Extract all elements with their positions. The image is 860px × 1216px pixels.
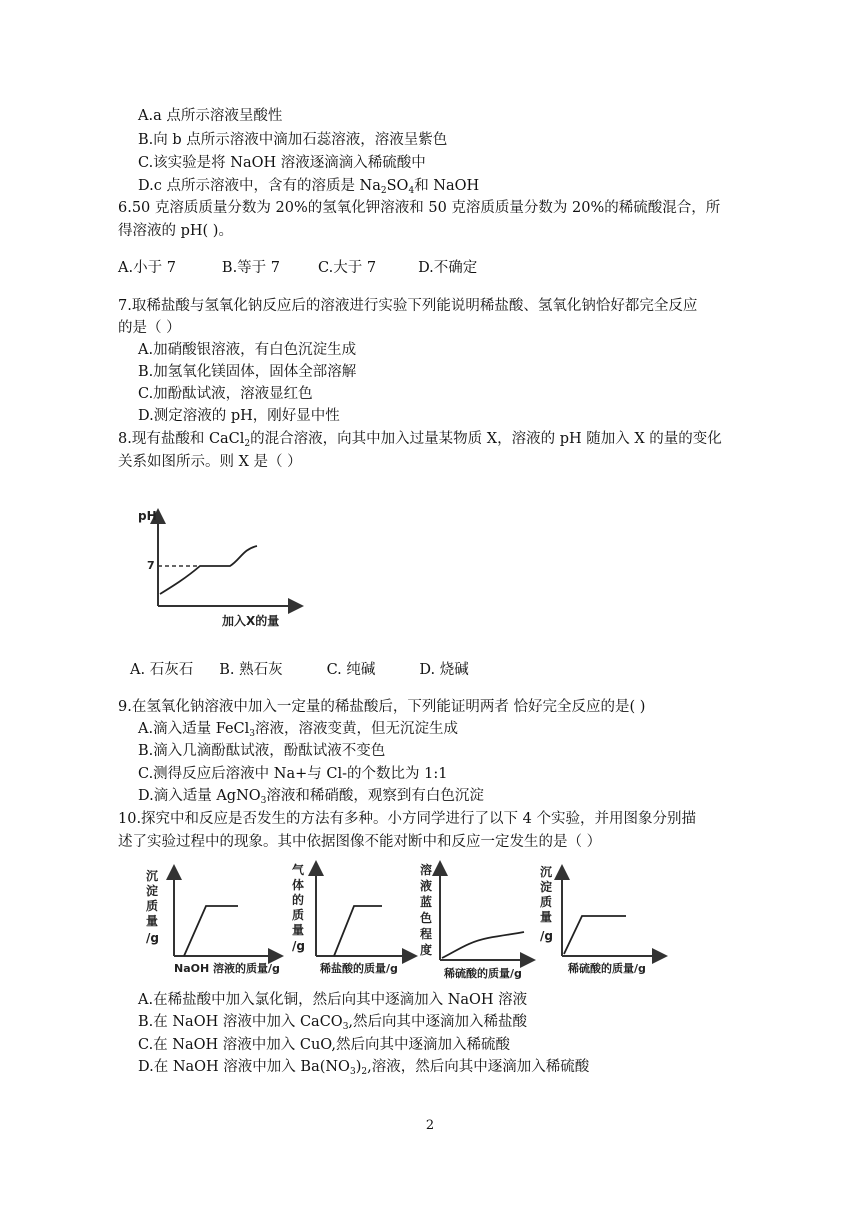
q10-option-a: A.在稀盐酸中加入氯化铜，然后向其中逐滴加入 NaOH 溶液 <box>138 992 528 1008</box>
q10-graph-2-ylabel <box>292 862 305 953</box>
q8-options <box>130 660 469 680</box>
q9-option-b: B.滴入几滴酚酞试液，酚酞试液不变色 <box>138 743 386 759</box>
q10-graph-1-xlabel: NaOH 溶液的质量/g <box>174 962 280 975</box>
q10-graph-2-xlabel: 稀盐酸的质量/g <box>320 962 398 975</box>
q10-graph-3 <box>418 856 536 984</box>
svg-text:/g: /g <box>292 939 305 953</box>
q10-option-d: D.在 NaOH 溶液中加入 $Ba(NO_3)_2$,溶液，然后向其中逐滴加入稀硫酸 <box>138 1059 590 1077</box>
svg-text:沉: 沉 <box>540 865 553 879</box>
q6-stem-line2: 得溶液的 pH( )。 <box>118 223 233 239</box>
q5-option-b: B.向 b 点所示溶液中滴加石蕊溶液，溶液呈紫色 <box>138 132 448 148</box>
q10-graph-3-ylabel <box>419 862 432 957</box>
q7-option-d: D.测定溶液的 pH，刚好显中性 <box>138 408 340 424</box>
q10-graph-2-curve <box>334 906 382 956</box>
q7-option-a: A.加硝酸银溶液，有白色沉淀生成 <box>138 342 357 358</box>
q10-graph-4-xlabel: 稀硫酸的质量/g <box>568 962 646 975</box>
q8-option-c: C. 纯碱 <box>326 662 376 678</box>
q5-option-d: D.c 点所示溶液中，含有的溶质是 $Na_2SO_4$和 NaOH <box>138 178 480 196</box>
svg-text:量: 量 <box>146 914 159 928</box>
q10-graph-1-curve <box>184 906 238 956</box>
q5-option-c: C.该实验是将 NaOH 溶液逐滴滴入稀硫酸中 <box>138 155 426 171</box>
q9-option-c: C.测得反应后溶液中 Na+与 Cl-的个数比为 1:1 <box>138 766 448 782</box>
svg-text:质: 质 <box>146 899 159 913</box>
q8-y-label: pH <box>138 509 157 523</box>
svg-text:/g: /g <box>146 931 159 945</box>
q6-option-a: A.小于 7 <box>118 260 176 276</box>
q10-graph-4-curve <box>564 916 626 954</box>
q8-ph-curve <box>160 546 257 594</box>
q9-stem: 9.在氢氧化钠溶液中加入一定量的稀盐酸后，下列能证明两者 恰好完全反应的是( ) <box>118 699 646 715</box>
q10-graph-1 <box>140 860 285 980</box>
q10-graph-4-ylabel <box>540 864 553 943</box>
q7-stem-line2: 的是（ ） <box>118 320 181 336</box>
q8-stem-line2: 关系如图所示。则 X 是（ ） <box>118 454 302 470</box>
q10-graph-3-curve <box>442 932 524 958</box>
svg-text:的: 的 <box>292 893 305 907</box>
svg-text:量: 量 <box>540 910 553 924</box>
q10-graph-1-ylabel <box>146 868 159 945</box>
svg-text:/g: /g <box>540 929 553 943</box>
svg-text:量: 量 <box>292 923 305 937</box>
svg-text:气: 气 <box>292 863 305 877</box>
q7-option-c: C.加酚酞试液，溶液显红色 <box>138 386 313 402</box>
svg-text:体: 体 <box>292 878 305 892</box>
svg-text:度: 度 <box>420 943 433 957</box>
svg-text:淀: 淀 <box>540 880 553 894</box>
svg-text:液: 液 <box>420 879 433 893</box>
q9-option-a: A.滴入适量 FeCl$_3$溶液，溶液变黄，但无沉淀生成 <box>138 721 459 739</box>
q6-stem-line1: 6.50 克溶质质量分数为 20%的氢氧化钾溶液和 50 克溶质质量分数为 20%的稀硫酸混合，所 <box>118 200 721 216</box>
page-number: 2 <box>425 1118 435 1133</box>
q10-graph-2 <box>288 856 418 980</box>
q10-stem-line2: 述了实验过程中的现象。其中依据图像不能对断中和反应一定发生的是（ ） <box>118 834 602 850</box>
q5-option-a: A.a 点所示溶液呈酸性 <box>138 108 283 124</box>
svg-text:淀: 淀 <box>146 884 159 898</box>
q8-x-label: 加入X的量 <box>222 614 280 628</box>
q8-tick-7: 7 <box>147 559 155 572</box>
q8-stem-line1: 8.现有盐酸和 CaCl$_2$的混合溶液，向其中加入过量某物质 X，溶液的 pH 随加入 X 的量的变化 <box>118 431 722 449</box>
q8-option-b: B. 熟石灰 <box>219 662 283 678</box>
q10-graph-3-xlabel: 稀硫酸的质量/g <box>444 967 522 980</box>
q10-stem-line1: 10.探究中和反应是否发生的方法有多种。小方同学进行了以下 4 个实验，并用图象分别描 <box>118 811 696 827</box>
q8-option-d: D. 烧碱 <box>419 662 469 678</box>
svg-text:质: 质 <box>540 895 553 909</box>
svg-text:质: 质 <box>292 908 305 922</box>
q9-option-d: D.滴入适量 AgNO$_3$溶液和稀硝酸，观察到有白色沉淀 <box>138 788 484 806</box>
q10-graph-4 <box>536 860 670 980</box>
q8-option-a: A. 石灰石 <box>130 662 194 678</box>
q6-option-d: D.不确定 <box>418 260 478 276</box>
q7-option-b: B.加氢氧化镁固体，固体全部溶解 <box>138 364 357 380</box>
svg-text:溶: 溶 <box>420 863 433 877</box>
svg-text:蓝: 蓝 <box>420 895 433 909</box>
q10-option-c: C.在 NaOH 溶液中加入 CuO,然后向其中逐滴加入稀硫酸 <box>138 1037 510 1053</box>
svg-text:色: 色 <box>420 911 433 925</box>
svg-text:程: 程 <box>420 927 433 941</box>
q7-stem-line1: 7.取稀盐酸与氢氧化钠反应后的溶液进行实验下列能说明稀盐酸、氢氧化钠恰好都完全反应 <box>118 298 698 314</box>
q6-options <box>118 258 477 278</box>
q6-option-c: C.大于 7 <box>318 260 377 276</box>
q10-option-b: B.在 NaOH 溶液中加入 CaCO$_3$,然后向其中逐滴加入稀盐酸 <box>138 1014 528 1032</box>
svg-text:沉: 沉 <box>146 869 159 883</box>
q6-option-b: B.等于 7 <box>221 260 281 276</box>
q8-ph-graph <box>128 500 308 635</box>
